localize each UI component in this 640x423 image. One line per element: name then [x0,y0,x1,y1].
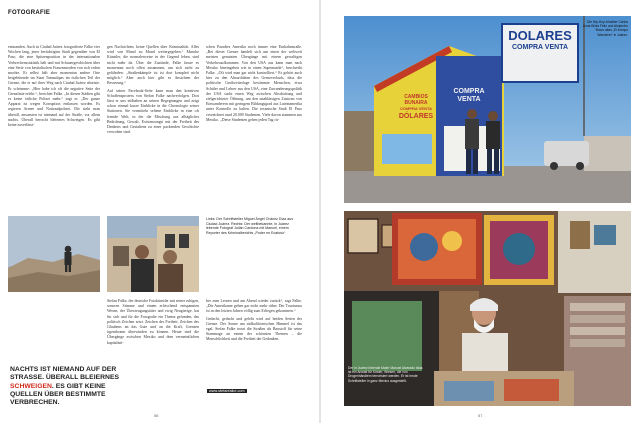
pull-quote-highlight: SCHWEIGEN [10,382,52,390]
photo-two-men [107,216,199,292]
photo-caption-top: Die Hip-Hop-Musiker Carlos Anas Brida Feliz und Alejandro Bravo alias „El trompo Wanderer“ in Juárez. [582,20,628,37]
article-column-5 [206,299,302,385]
paragraph: Auf seiner Facebook-Seite kann man den kreativen Schaffensprozess von Stefan Falke nachverfolgen. Dort lässt er uns teilhaben an seinen Begegnungen und zeigt schon einmal kurze Einblicke in die Chronologie seiner Stationen. Sie vermitteln seltene Einblicke in eine oft fremde Welt, in der die Mischung aus alltäglicher Bedrohung, Gewalt, Existenzangst mit der Freiheit des Denkens und Gestaltens zu einer packenden Geschichte verwoben sind. [107,88,199,135]
sign-top [504,28,576,52]
photo-caption-bottom: Der in Juárez lebende Maler Manuel Alvarado Islas ist ein Anwalt für Kinder, Wiesen, die von Drogenhändlern terrorisiert werden. Er ist heute Schriftsteller in ganz Mexico ausgestellt. [348,366,423,383]
sign-right [442,88,496,104]
paragraph: ber zum Lernen und am Abend wieder zurück“, sagt Falke. „Die Amerikaner gehen gar nicht mehr rüber. Der Tourismus ist in den letzten Jahren völlig zum Erliegen gekommen.“ [206,299,302,314]
sign-left [396,94,436,121]
sign-top-line: COMPRA VENTA [512,44,568,51]
photo-caption-left: Links: Der Schriftsteller Miguel Ángel Chávez Díaz aus Ciudad Juárez. Rechts: Der weltbekannte, in Juárez lebende Fotograf Julián Cardona mit Manuel, einem Reporter des Kriminalberichts „Poder en Ecatoso“ [206,217,294,235]
article-column-1 [8,45,100,195]
photo-two-men-art [107,216,199,292]
page-number-right: 57 [478,413,483,418]
page-gutter [319,0,321,423]
photo-exchange-building-art [344,16,631,203]
sign-left-line: BUNAIRA [404,100,428,107]
sign-left-line: CAMBIOS [404,94,428,100]
article-column-3 [206,45,302,195]
paragraph: Stefan Falke, der deutsche Fotokünstler mit seiner ruhigen, sonoren Stimme und einem erfrischend entspannten Wesen, der Überzeugungstäter und ewig Neugierige, hat für sich und für die Fotografie ein Thema gefunden, das politisch Zeichen setzt. Zeichen der Freiheit. Zeichen des Glaubens an das Gute und an die Kraft, Grenzen irgendwann überwinden zu können. Heute sind die Übergänge zwischen Mexiko und dem vermeintlichen kapitalisti- [107,299,199,345]
pull-quote-text: NACHTS IST NIEMAND AUF DER STRASSE. ÜBERALL BLEIERNES [10,366,120,382]
sign-top-line: DOLARES [508,28,572,43]
photo-man-on-hill [8,216,100,292]
photo-exchange-building [344,16,631,203]
article-column-2 [107,45,199,195]
sign-right-line: COMPRA [453,88,485,95]
pull-quote-text: . ES GIBT KEINE QUELLEN ÜBER BESTIMMTE VERBRECHEN. [10,382,106,407]
paragraph: gen Nachrichten, keine Quellen über Kriminalität. Alles wird von Mund zu Mund weitergegeben.“ Manche Künstler, die normalerweise in der Gegend leben, sind nicht mehr da. Über die Zustände, Falke fasste es momentan noch offen zusammen, um sich nicht zu gefährden: „Straßenkämpfe ist ist dort komplett nicht möglich.“ Aber auch hier gibt es Ansichten der Besserung.“ [107,45,199,86]
sign-right-line: VENTA [457,96,481,103]
paragraph: Gedacht, gedacht und gelebt wird auf beiden Seiten der Grenze. Der Sonne am südkalifornischen Himmel ist das egal. Stefan Falke trotzt die Straßen als Baustoff für seine Stammage an einem der schönsten Themen – die Menschlichkeit und die Freiheit der Gedanken. [206,316,302,342]
sign-left-line: COMPRA VENTA [400,106,432,112]
page-number-left: 56 [154,413,159,418]
website-link[interactable]: www.stefanfalke.com [209,389,245,393]
photo-painter-studio [344,211,631,406]
paragraph: schen Paradies Amerika noch immer eine Einbahnstraße. „Bei dieser Grenze handelt sich um einen der weltweit meisten genutzten Übergänge mit einem gewaltigen Verkehrsaufkommen. Von den USA aus kann man nach Mexiko hineingehen wie in einen Supermarkt“, beschreibt Falke. „Oft wird man gar nicht kontrolliert.“ Es gehört auch hier zu den Absurditäten des Grenzverlaufs, dass die politische Großwetterlage bestimmte Menschen, etwa Schüler und Lehrer aus den USA, eine Zuwanderungspolitik der USA sucht einen Weg zwischen Abschottung und zielgerichteter Öffnung, um den unablässigen Zustrom von Einwanderern mit geringem Bildungsgrad aus Lateinamerika unter Kontrolle zu halten. Die texanische Stadt El Paso verzeichnet rund 20.000 Studenten. Viele davon stammen aus Mexiko. „Diese Studenten gehen jeden Tag rü- [206,45,302,122]
section-label: FOTOGRAFIE [8,10,51,16]
photo-man-on-hill-art [8,216,100,292]
sign-left-line: DÓLARES [398,112,434,120]
paragraph: entstanden. Auch in Ciudad Juárez fotografierte Falke vier Wochen lang, jener berüchtigten Stadt gegenüber von El Paso, die eine Spitzenposition in der internationalen Verbrechensstatistik hält und mit Schauergeschichten über eine Serie von bestialischen Frauenmorden von sich reden machte. Er selbst hält aber momentan andere Orte beigeleitende im Staat Tamaulipas im östlichen Teil der Grenze, die er auf ihrer Weg nach Ciudad Juárez abreiste. Er schrimme: „Hier habe ich oft die negative Seite der Grenzlinie erlebt.“, berichtet Falke. „In diesen Städten gibt es keine örtliche Polizei mehr.“ sagt er. „Der ganze Apparat ist wegen Korruption entlassen worden. Es regieren Armee und Nationalpolizei. Die sieht man überall, ansonsten ist niemand auf der Straße, vor allem nachts. Überall herrscht bleiernes Schweigen. Es gibt keine zuverlässi- [8,45,100,128]
pull-quote [10,366,135,407]
